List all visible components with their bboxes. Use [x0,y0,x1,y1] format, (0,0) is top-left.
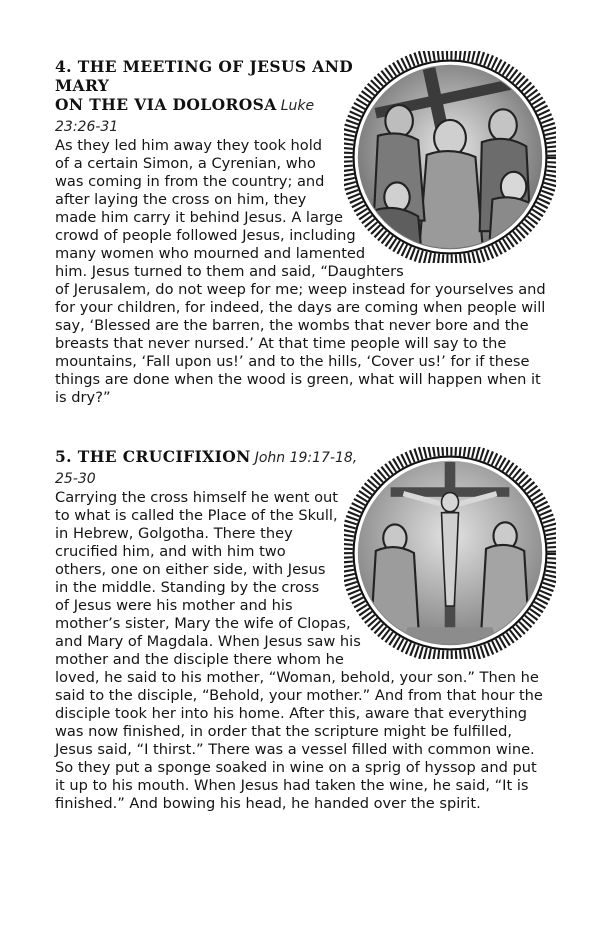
station-5-title-line1: 5. THE CRUCIFIXION [55,447,251,466]
station-4-title-line2: ON THE VIA DOLOROSA [55,95,277,114]
station-4-section [55,57,550,407]
station-5-passage: Carrying the cross himself he went out to what is called the Place of the Skull, in Hebrew, Golgotha. There they crucified him, and with him two others, one on either side, with Jesus in the middle. Standing by the cross of Jesus were his mother and his mother’s sister, Mary the wife of Clopas, and Mary of Magdala. When Jesus saw his mother and the disciple there whom he loved, he said to his mother, “Woman, behold, your son.” Then he said to the disciple, “Behold, your mother.” And from that hour the disciple took her into his home. After this, aware that everything was now finished, in order that the scripture might be fulfilled, Jesus said, “I thirst.” There was a vessel filled with common wine. So they put a sponge soaked in wine on a sprig of hyssop and put it up to his mouth. When Jesus had taken the wine, he said, “It is finished.” And bowing his head, he handed over the spirit. [55,489,543,812]
station-4-reference: Luke 23:26-31 [55,98,315,135]
station-4-passage: As they led him away they took hold of a certain Simon, a Cyrenian, who was coming in from the country; and after laying the cross on him, they made him carry it behind Jesus. A large crowd of people followed Jesus, including many women who mourned and lamented him. Jesus turned to them and said, “Daughters of Jerusalem, do not weep for me; weep instead for yourselves and for your children, for indeed, the days are coming when people will say, ‘Blessed are the barren, the wombs that never bore and the breasts that never nursed.’ At that time people will say to the mountains, ‘Fall upon us!’ and to the hills, ‘Cover us!’ for if these things are done when the wood is green, what will happen when it is dry?” [55,137,546,406]
crucifixion-relief-illustration [344,447,556,659]
station-5-section [55,447,550,813]
station-4-title-line1: 4. THE MEETING OF JESUS AND MARY [55,57,354,95]
crucifixion-image [344,447,556,659]
meeting-on-via-dolorosa-image [344,51,556,263]
station-5-reference: John 19:17-18, 25-30 [55,450,358,487]
meeting-relief-illustration [344,51,556,263]
